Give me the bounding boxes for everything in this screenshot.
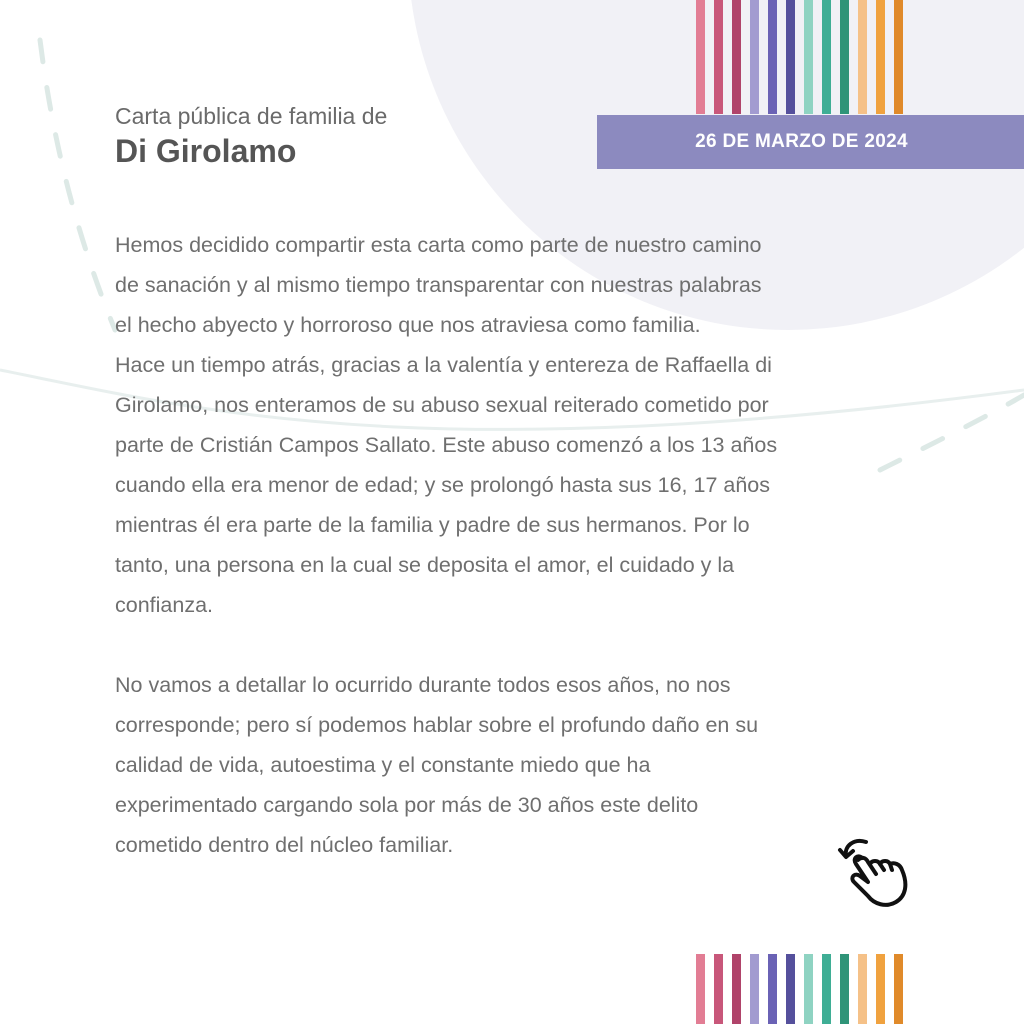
color-stripe [732, 0, 741, 114]
text-line: Girolamo, nos enteramos de su abuso sexual reiterado cometido por [115, 393, 769, 417]
color-stripe [750, 0, 759, 114]
date-banner [597, 115, 1024, 169]
text-line: Hemos decidido compartir esta carta como parte de nuestro camino [115, 233, 762, 257]
color-stripe [786, 954, 795, 1024]
text-line: parte de Cristián Campos Sallato. Este abuso comenzó a los 13 años [115, 433, 778, 457]
color-stripe [696, 0, 705, 114]
color-stripe [804, 954, 813, 1024]
color-stripe [894, 0, 903, 114]
color-stripe [714, 0, 723, 114]
color-stripe [822, 954, 831, 1024]
text-line: confianza. [115, 593, 214, 617]
page-title: Di Girolamo [115, 133, 297, 169]
color-stripe [804, 0, 813, 114]
text-line: Hace un tiempo atrás, gracias a la valentía y entereza de Raffaella di [115, 353, 772, 377]
color-stripe [876, 0, 885, 114]
color-stripe [858, 0, 867, 114]
color-stripe [768, 0, 777, 114]
color-stripe [840, 954, 849, 1024]
date-text: 26 DE MARZO DE 2024 [695, 131, 908, 152]
color-stripe [750, 954, 759, 1024]
color-stripe [786, 0, 795, 114]
color-stripe [894, 954, 903, 1024]
text-line: cuando ella era menor de edad; y se prolongó hasta sus 16, 17 años [115, 473, 771, 497]
bottom-color-stripes [696, 954, 912, 1024]
text-line: de sanación y al mismo tiempo transparentar con nuestras palabras [115, 273, 762, 297]
swipe-hand-icon[interactable] [836, 830, 916, 910]
color-stripe [768, 954, 777, 1024]
text-line: cometido dentro del núcleo familiar. [115, 833, 454, 857]
header-subtitle: Carta pública de familia de [115, 103, 388, 129]
text-line: calidad de vida, autoestima y el constante miedo que ha [115, 753, 651, 777]
color-stripe [714, 954, 723, 1024]
color-stripe [732, 954, 741, 1024]
top-color-stripes [696, 0, 912, 114]
text-line: mientras él era parte de la familia y padre de sus hermanos. Por lo [115, 513, 750, 537]
text-line: No vamos a detallar lo ocurrido durante todos esos años, no nos [115, 673, 731, 697]
paragraph-2 [115, 665, 915, 865]
text-line: el hecho abyecto y horroroso que nos atraviesa como familia. [115, 313, 701, 337]
letter-body [115, 225, 915, 865]
color-stripe [696, 954, 705, 1024]
text-line: experimentado cargando sola por más de 30 años este delito [115, 793, 699, 817]
color-stripe [858, 954, 867, 1024]
text-line: corresponde; pero sí podemos hablar sobre el profundo daño en su [115, 713, 759, 737]
text-line: tanto, una persona en la cual se deposita el amor, el cuidado y la [115, 553, 735, 577]
paragraph-1 [115, 225, 915, 625]
color-stripe [840, 0, 849, 114]
color-stripe [822, 0, 831, 114]
color-stripe [876, 954, 885, 1024]
